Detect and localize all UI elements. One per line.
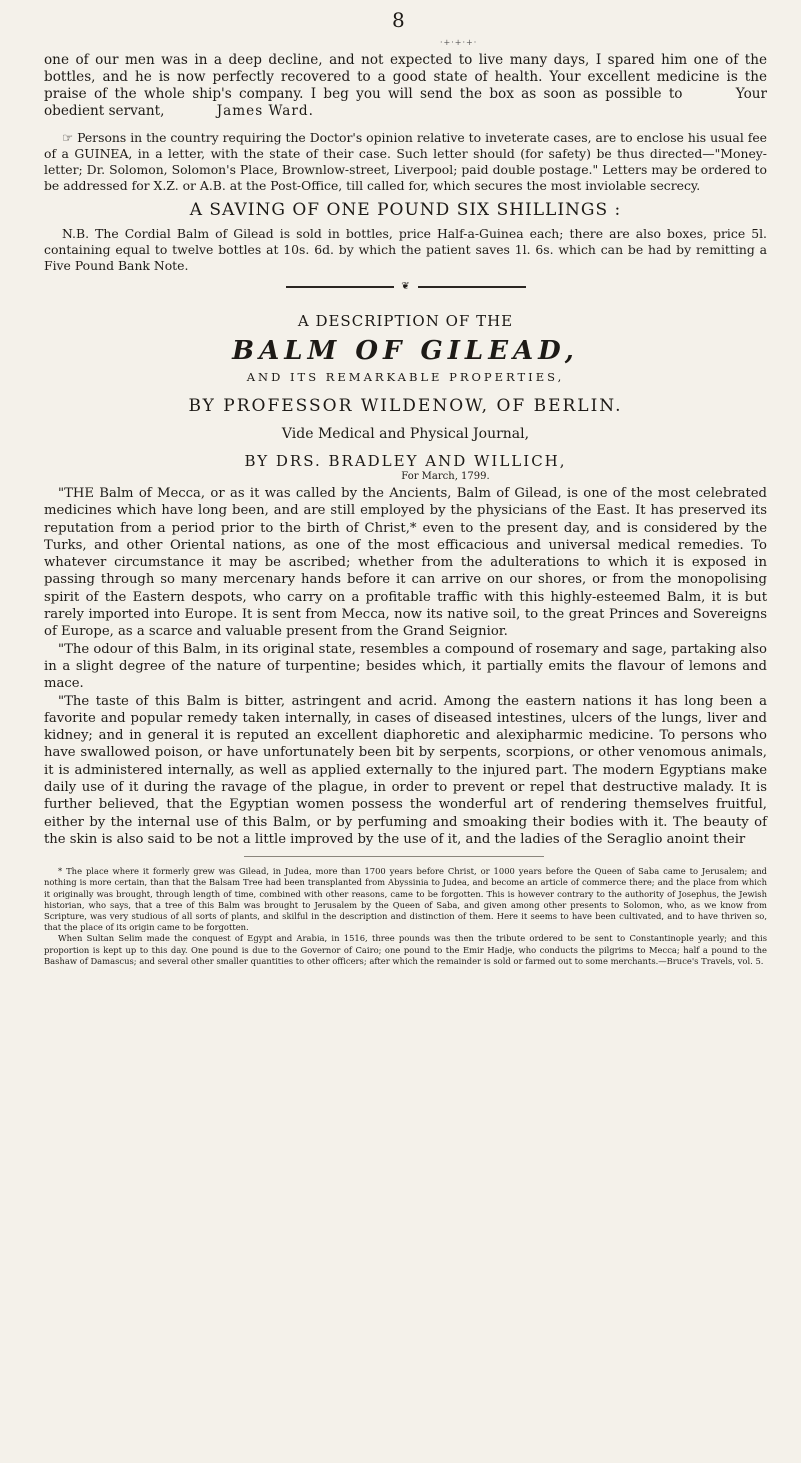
saving-paragraph: N.B. The Cordial Balm of Gilead is sold in bottles, price Half-a-Guinea each; there are also boxes, price 5l. containing equal to twelve bottles at 10s. 6d. by which the patient saves 1l. 6s. which can be had by remitting a Five Pound Bank Note. [44,226,767,273]
article-date: For March, 1799. [401,471,490,482]
page-body [44,52,767,967]
page-number: 8 [392,8,405,32]
signature-mark: ·+·+·+· [440,38,478,47]
article-subtitle: AND ITS REMARKABLE PROPERTIES, [246,370,565,384]
article-title: BALM OF GILEAD, [232,336,579,366]
ornament-icon: ❦ [394,282,418,292]
article-byline: BY PROFESSOR WILDENOW, OF BERLIN. [188,396,623,416]
article-byline-secondary: BY DRS. BRADLEY AND WILLICH, [244,452,567,470]
letter-signature: James Ward. [216,103,314,119]
saving-heading: A SAVING OF ONE POUND SIX SHILLINGS : [189,200,622,220]
footnote: When Sultan Selim made the conquest of Egypt and Arabia, in 1516, three pounds was then the tribute ordered to be sent to Constantinople yearly; and this proportion is kept up to this day. One pound is due to the Governor of Cairo; one pound to the Emir Hadje, who conducts the pilgrims to Mecca; half a pound to the Bashaw of Damascus; and several other smaller quantities to other officers; after which the remainder is sold or farmed out to some merchants.—Bruce's Travels, vol. 5. [44,933,767,966]
letter-closing: Your obedient servant, [44,86,768,119]
footnote: * The place where it formerly grew was Gilead, in Judea, more than 1700 years before Christ, or 1000 years before the Queen of Saba came to Jerusalem; and nothing is more certain, than that the Balsam Tree had been transplanted from Abyssinia to Judea, and become an article of commerce there; and the place from which it originally was brought, through length of time, combined with other reasons, came to be forgotten. This is however contrary to the authority of Josephus, the Jewish historian, who says, that a tree of this Balm was brought to Jerusalem by the Queen of Saba, and given among other presents to Solomon, who, as we know from Scripture, was very studious of all sorts of plants, and skilful in the description and distinction of them. Here it seems to have been cultivated, and to have thriven so, that the place of its origin came to be forgotten. [44,866,767,933]
article-paragraph: "The taste of this Balm is bitter, astringent and acrid. Among the eastern nations it has long been a favorite and popular remedy taken internally, in cases of diseased intestines, ulcers of the lungs, liver and kidney; and in general it is reputed an excellent diaphoretic and alexipharmic medicine. To persons who have swallowed poison, or have unfortunately been bit by serpents, scorpions, or other venomous animals, it is administered internally, as well as applied externally to the injured part. The modern Egyptians make daily use of it during the ravage of the plague, in order to prevent or repel that destructive malady. It is further believed, that the Egyptian women possess the wonderful art of rendering themselves fruitful, either by the internal use of this Balm, or by perfuming and smoaking their bodies with it. The beauty of the skin is also said to be not a little improved by the use of it, and the ladies of the Seraglio anoint their [44,693,767,847]
letter-body: one of our men was in a deep decline, and not expected to live many days, I spared him one of the bottles, and he is now perfectly recovered to a good state of health. Your excellent medicine is the praise of the whole ship's company. I beg you will send the box as soon as possible to [44,52,767,102]
article-description-heading: A DESCRIPTION OF THE [297,312,514,330]
ornamental-rule [286,282,526,292]
article-source: Vide Medical and Physical Journal, [281,426,530,442]
letter-text [44,52,767,120]
article-paragraph: "The odour of this Balm, in its original state, resembles a compound of rosemary and sage, partaking also in a slight degree of the nature of turpentine; besides which, it partially emits the flavour of lemons and mace. [44,641,767,692]
notice-paragraph: ☞ Persons in the country requiring the Doctor's opinion relative to inveterate cases, are to enclose his usual fee of a GUINEA, in a letter, with the state of their case. Such letter should (for safety) be thus directed—"Money-letter; Dr. Solomon, Solomon's Place, Brownlow-street, Liverpool; paid double postage." Letters may be ordered to be addressed for X.Z. or A.B. at the Post-Office, till called for, which secures the most inviolable secrecy. [44,130,767,193]
footnote-rule [244,856,544,863]
article-paragraph: "THE Balm of Mecca, or as it was called by the Ancients, Balm of Gilead, is one of the most celebrated medicines which have long been, and are still employed by the physicians of the East. It has preserved its reputation from a period prior to the birth of Christ,* even to the present day, and is considered by the Turks, and other Oriental nations, as one of the most efficacious and universal medical remedies. To whatever circumstance it may be ascribed; whether from the adulterations to which it is exposed in passing through so many mercenary hands before it can arrive on our shores, or from the monopolising spirit of the Eastern despots, who carry on a profitable traffic with this highly-esteemed Balm, it is but rarely imported into Europe. It is sent from Mecca, now its native soil, to the great Princes and Sovereigns of Europe, as a scarce and valuable present from the Grand Seignior. [44,486,767,640]
